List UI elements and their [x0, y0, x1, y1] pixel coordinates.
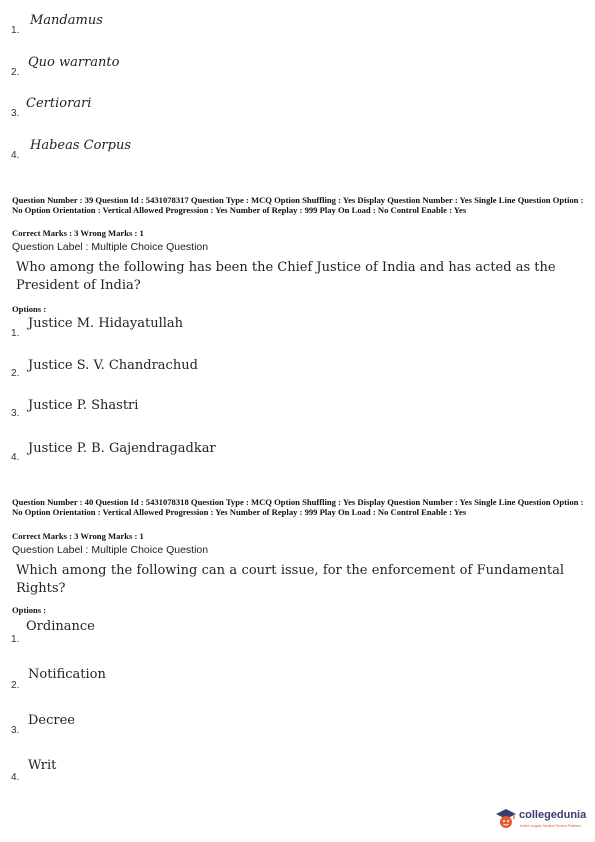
option-2-number: 2.	[11, 368, 20, 379]
prev-option-2-number: 2.	[11, 67, 20, 78]
option-3-number: 3.	[11, 408, 20, 419]
option-3-number: 3.	[11, 725, 20, 736]
question-text: Which among the following can a court issue, for the enforcement of Fundamental Rights?	[16, 563, 564, 596]
collegedunia-logo	[494, 805, 594, 835]
option-2-text: Notification	[28, 667, 106, 682]
option-4-text: Justice P. B. Gajendragadkar	[28, 441, 216, 456]
question-meta: Question Number : 40 Question Id : 5431078318 Question Type : MCQ Option Shuffling : Yes Display Question Number : Yes Single Line Question Option : No Option Orientation : Vertical Allowed Progression : Yes Number of Replay : 999 Play On Load : No Control Enable : Yes	[12, 497, 584, 517]
prev-option-3-text: Certiorari	[26, 96, 92, 111]
logo-tagline: India's largest Student Review Platform	[520, 824, 581, 828]
option-3-text: Decree	[28, 713, 75, 728]
question-marks: Correct Marks : 3 Wrong Marks : 1	[12, 228, 144, 238]
prev-option-4-number: 4.	[11, 150, 20, 161]
question-text: Who among the following has been the Chief Justice of India and has acted as the President of India?	[16, 260, 556, 293]
option-1-number: 1.	[11, 328, 20, 339]
prev-option-4-text: Habeas Corpus	[30, 138, 132, 153]
question-marks: Correct Marks : 3 Wrong Marks : 1	[12, 531, 144, 541]
prev-option-1-text: Mandamus	[30, 13, 103, 28]
option-1-text: Justice M. Hidayatullah	[28, 316, 184, 331]
option-4-number: 4.	[11, 452, 20, 463]
question-meta: Question Number : 39 Question Id : 5431078317 Question Type : MCQ Option Shuffling : Yes Display Question Number : Yes Single Line Question Option : No Option Orientation : Vertical Allowed Progression : Yes Number of Replay : 999 Play On Load : No Control Enable : Yes	[12, 195, 584, 215]
prev-option-2-text: Quo warranto	[28, 55, 120, 70]
question-label: Question Label : Multiple Choice Question	[12, 544, 209, 556]
option-1-text: Ordinance	[26, 619, 95, 634]
prev-option-3-number: 3.	[11, 108, 20, 119]
options-heading: Options :	[12, 304, 47, 314]
option-2-number: 2.	[11, 680, 20, 691]
option-4-number: 4.	[11, 772, 20, 783]
prev-option-1-number: 1.	[11, 25, 20, 36]
option-4-text: Writ	[28, 758, 57, 773]
logo-wordmark: collegedunia	[519, 809, 587, 821]
option-2-text: Justice S. V. Chandrachud	[28, 358, 198, 373]
option-1-number: 1.	[11, 634, 20, 645]
option-3-text: Justice P. Shastri	[28, 398, 139, 413]
question-label: Question Label : Multiple Choice Question	[12, 241, 209, 253]
options-heading: Options :	[12, 605, 47, 615]
graduate-mascot-icon	[494, 807, 518, 831]
